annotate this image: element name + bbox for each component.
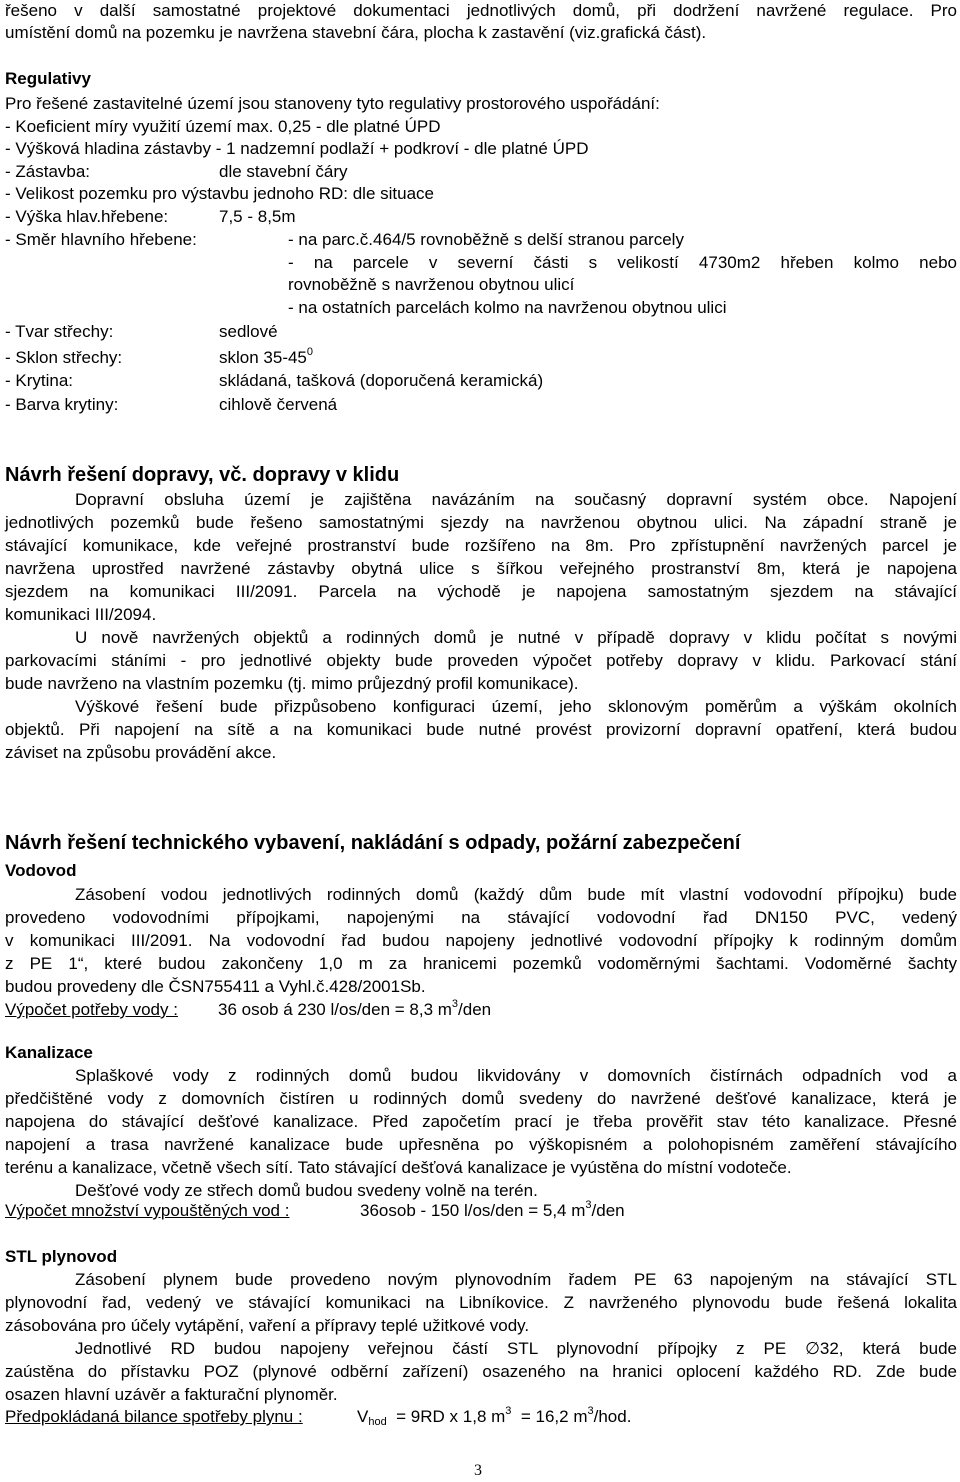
vodovod-calc-text: 36 osob á 230 l/os/den = 8,3 m xyxy=(218,1000,452,1019)
plynovod-line: Jednotlivé RD budou napojeny veřejnou částí STL plynovodní přípojky z PE ∅32, která bude xyxy=(75,1339,957,1358)
doprava-line: stávající komunikace, kde veřejné prostranství bude rozšířeno na 8m. Pro zpřístupnění navržených parcel je xyxy=(5,536,957,555)
kanalizace-heading: Kanalizace xyxy=(5,1043,93,1062)
vodovod-calc-unit: /den xyxy=(458,1000,492,1019)
kanalizace-line: Splaškové vody z rodinných domů budou likvidovány v domovních čistírnách odpadních vod a xyxy=(75,1066,957,1085)
zastavba-label: - Zástavba: xyxy=(5,162,91,181)
doprava-line: navržena uprostřed navržené zástavby obytná ulice s šířkou veřejného prostranství 8m, která je napojena xyxy=(5,559,957,578)
regulativ-item: - Výšková hladina zástavby - 1 nadzemní podlaží + podkroví - dle platné ÚPD xyxy=(5,139,589,158)
plynovod-calc-label: Předpokládaná bilance spotřeby plynu : xyxy=(5,1407,303,1426)
plynovod-calc-eq2: = 16,2 m xyxy=(520,1407,588,1426)
plynovod-line: plynovodní řad, vedený ve stávající komunikaci na Libníkovice. Z navrženého plynovodu bude řešená lokalita xyxy=(5,1293,957,1312)
smer-label: - Směr hlavního hřebene: xyxy=(5,230,197,249)
doprava-line: objektů. Při napojení na sítě a na komunikaci bude nutné provést provizorní dopravní opatření, která budou xyxy=(5,720,957,739)
regulativ-item: - Koeficient míry využití území max. 0,25 - dle platné ÚPD xyxy=(5,117,441,136)
velikost-item: - Velikost pozemku pro výstavbu jednoho RD: dle situace xyxy=(5,184,435,203)
kanalizace-line: Dešťové vody ze střech domů budou svedeny volně na terén. xyxy=(75,1181,538,1200)
doprava-line: Výškové řešení bude přizpůsobeno konfiguraci území, jeho sklonovým poměrům a výškám okolních xyxy=(75,697,957,716)
kanalizace-line: terénu a kanalizace, včetně všech sítí. Tato stávající dešťová kanalizace je vyústěna do místní vodoteče. xyxy=(5,1158,792,1177)
kanalizace-calc-unit: /den xyxy=(591,1201,625,1220)
plynovod-calc-sup1: 3 xyxy=(505,1405,512,1417)
kanalizace-calc-text: 36osob - 150 l/os/den = 5,4 m xyxy=(360,1201,586,1220)
vyska-label: - Výška hlav.hřebene: xyxy=(5,207,169,226)
kanalizace-calc-value xyxy=(360,1200,625,1222)
regulativy-intro: Pro řešené zastavitelné území jsou stanoveny tyto regulativy prostorového uspořádání: xyxy=(5,94,660,113)
kanalizace-calc-label: Výpočet množství vypouštěných vod : xyxy=(5,1201,290,1220)
plynovod-line: zaústěna do přístavku POZ (plynové odběrní zařízení) osazeného na hranici oplocení každého RD. Zde bude xyxy=(5,1362,957,1381)
zastavba-value: dle stavební čáry xyxy=(219,162,348,181)
vodovod-line: Zásobení vodou jednotlivých rodinných domů (každý dům bude mít vlastní vodovodní přípojku) bude xyxy=(75,885,957,904)
plynovod-line: Zásobení plynem bude provedeno novým plynovodním řadem PE 63 napojeným na stávající STL xyxy=(75,1270,957,1289)
plynovod-calc-value xyxy=(357,1406,631,1428)
smer-sub-line: rovnoběžně s navrženou obytnou ulicí xyxy=(288,275,575,294)
vodovod-calc-sup: 3 xyxy=(451,998,459,1010)
page-number: 3 xyxy=(474,1462,482,1479)
smer-value: - na parc.č.464/5 rovnoběžně s delší stranou parcely xyxy=(288,230,684,249)
krytina-label: - Krytina: xyxy=(5,371,74,390)
doprava-line: záviset na způsobu provádění akce. xyxy=(5,743,277,762)
intro-line: umístění domů na pozemku je navržena stavební čára, plocha k zastavění (viz.grafická část). xyxy=(5,23,707,42)
vodovod-heading: Vodovod xyxy=(5,861,77,880)
doprava-line: komunikaci III/2094. xyxy=(5,605,157,624)
regulativy-heading: Regulativy xyxy=(5,69,91,88)
doprava-line: jednotlivých pozemků bude řešeno samostatnými sjezdy na navrženou obytnou ulici. Na západní straně je xyxy=(5,513,957,532)
doprava-line: bude navrženo na vlastním pozemku (tj. mimo průjezdný profil komunikace). xyxy=(5,674,579,693)
technicke-heading: Návrh řešení technického vybavení, nakládání s odpady, požární zabezpečení xyxy=(5,832,741,854)
doprava-heading: Návrh řešení dopravy, vč. dopravy v klidu xyxy=(5,464,400,486)
vodovod-calc-label: Výpočet potřeby vody : xyxy=(5,1000,178,1019)
doprava-line: parkovacími stáními - pro jednotlivé objekty bude proveden výpočet potřeby dopravy v klidu. Parkovací stání xyxy=(5,651,957,670)
plynovod-calc-sub: hod xyxy=(368,1416,387,1428)
smer-sub-line: - na parcele v severní části s velikostí 4730m2 hřeben kolmo nebo xyxy=(288,253,957,272)
sklon-value xyxy=(219,347,313,369)
barva-value: cihlově červená xyxy=(219,395,338,414)
sklon-label: - Sklon střechy: xyxy=(5,348,123,367)
kanalizace-line: předčištěné vody z domovních čistíren u rodinných domů svedeny do navržené dešťové kanalizace, která je xyxy=(5,1089,957,1108)
intro-line: řešeno v další samostatné projektové dokumentaci jednotlivých domů, při dodržení navržené regulace. Pro xyxy=(5,1,957,20)
plynovod-calc-unit: /hod. xyxy=(593,1407,632,1426)
kanalizace-line: napojení a trasa navržené kanalizace bude upřesněna po výškopisném a polohopisném zaměření stávajícího xyxy=(5,1135,957,1154)
sklon-text: sklon 35-45 xyxy=(219,348,307,367)
vodovod-line: provedeno vodovodními přípojkami, napojenými na stávající vodovodní řad DN150 PVC, vedený xyxy=(5,908,957,927)
doprava-line: Dopravní obsluha území je zajištěna navázáním na současný dopravní systém obce. Napojení xyxy=(75,490,957,509)
doprava-line: sjezdem na komunikaci III/2091. Parcela na východě je napojena samostatným sjezdem na stávající xyxy=(5,582,957,601)
sklon-degree: 0 xyxy=(306,346,314,358)
vodovod-line: budou provedeny dle ČSN755411 a Vyhl.č.428/2001Sb. xyxy=(5,977,426,996)
vodovod-calc-value xyxy=(218,999,491,1021)
vyska-value: 7,5 - 8,5m xyxy=(219,207,296,226)
plynovod-line: osazen hlavní uzávěr a fakturační plynoměr. xyxy=(5,1385,338,1404)
tvar-value: sedlové xyxy=(219,322,278,341)
krytina-value: skládaná, tašková (doporučená keramická) xyxy=(219,371,544,390)
plynovod-line: zásobována pro účely vytápění, vaření a přípravy teplé užitkové vody. xyxy=(5,1316,530,1335)
plynovod-calc-sup2: 3 xyxy=(587,1405,594,1417)
tvar-label: - Tvar střechy: xyxy=(5,322,114,341)
plynovod-calc-v: V xyxy=(357,1407,369,1426)
kanalizace-calc-sup: 3 xyxy=(585,1199,592,1211)
barva-label: - Barva krytiny: xyxy=(5,395,119,414)
doprava-line: U nově navržených objektů a rodinných domů je nutné v případě dopravy v klidu počítat s novými xyxy=(75,628,957,647)
vodovod-line: z PE 1“, které budou zakončeny 1,0 m za hranicemi pozemků vodoměrnými šachtami. Vodoměrné šachty xyxy=(5,954,957,973)
kanalizace-line: napojena do stávající dešťové kanalizace. Před započetím prací je třeba prověřit stav této kanalizace. Přesné xyxy=(5,1112,957,1131)
plynovod-calc-eq: = 9RD x 1,8 m xyxy=(396,1407,506,1426)
vodovod-line: v komunikaci III/2091. Na vodovodní řad budou napojeny jednotlivé vodovodní přípojky k rodinným domům xyxy=(5,931,957,950)
plynovod-heading: STL plynovod xyxy=(5,1247,118,1266)
smer-sub-line: - na ostatních parcelách kolmo na navrženou obytnou ulici xyxy=(288,298,727,317)
